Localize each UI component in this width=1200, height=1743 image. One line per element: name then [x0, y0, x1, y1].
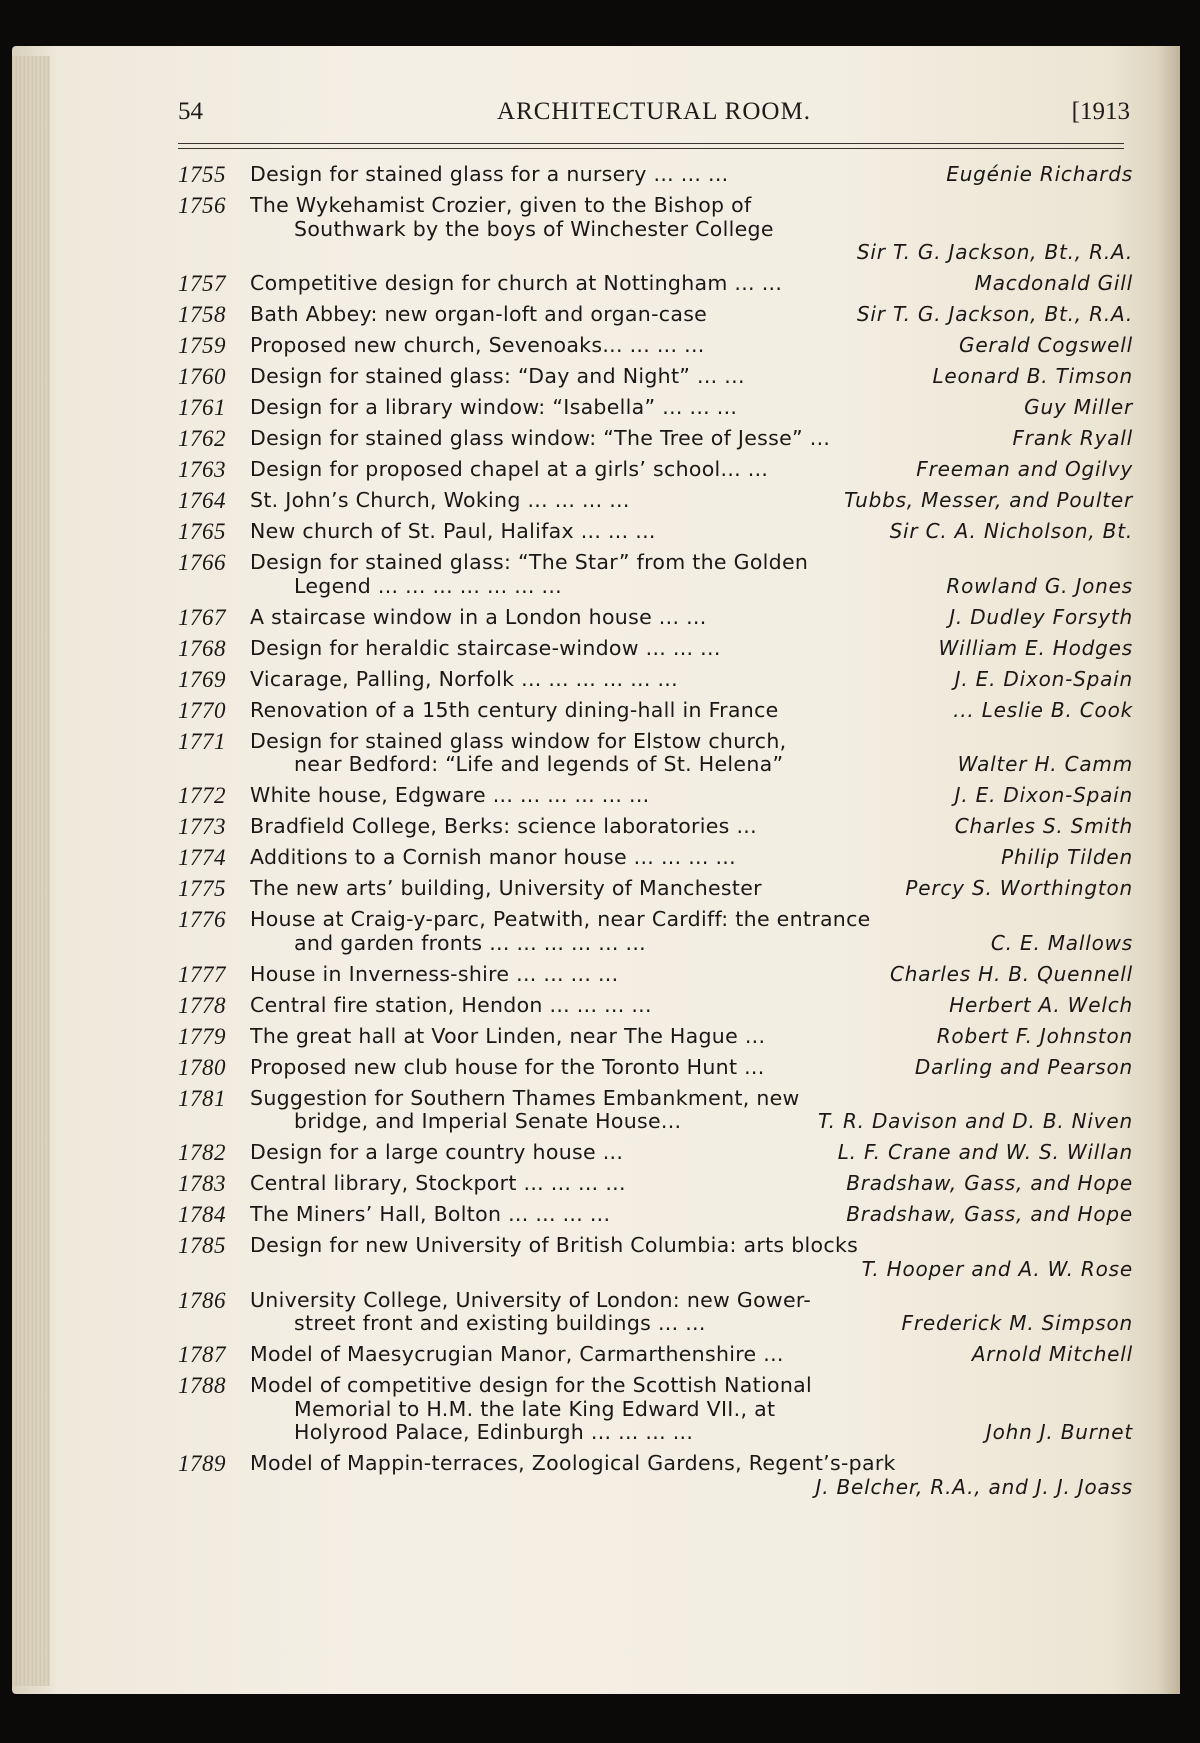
entry-body: [250, 458, 1133, 482]
entry-body: [250, 1087, 1133, 1134]
entry-author: Gerald Cogswell: [959, 333, 1133, 357]
entry-number: 1763: [178, 457, 226, 482]
entry-body: [250, 815, 1133, 839]
entry-line: [250, 1110, 1133, 1134]
entry-number: 1771: [178, 728, 226, 754]
entry-line: [250, 1398, 1133, 1422]
entry-author: Bradshaw, Gass, and Hope: [846, 1171, 1133, 1195]
entry-line: [250, 163, 1133, 187]
entry-line: [250, 1289, 1133, 1313]
page-stack-left-edge: [12, 56, 50, 1686]
entry-body: [250, 303, 1133, 327]
entry-author: ... Leslie B. Cook: [953, 697, 1133, 722]
entry-number: 1774: [178, 845, 226, 870]
header-rule-thick: [178, 143, 1124, 144]
entry-title-text: Design for stained glass window for Elstow church,: [250, 729, 787, 753]
entry-author: Rowland G. Jones: [946, 573, 1133, 598]
entry-title-text: and garden fronts ... ... ... ... ... ...: [294, 931, 647, 955]
entry-line: [250, 427, 1133, 451]
entry-body: [250, 1203, 1133, 1227]
entry-body: [250, 1289, 1133, 1336]
entry-title-text: Legend ... ... ... ... ... ... ...: [294, 574, 562, 598]
entry-author: Sir T. G. Jackson, Bt., R.A.: [856, 240, 1133, 264]
entry-body: [250, 427, 1133, 451]
entry-line: [250, 218, 1133, 242]
entry-line: [250, 637, 1133, 661]
catalogue-entry: [178, 427, 1133, 451]
entry-number: 1758: [178, 302, 226, 327]
entry-author: Eugénie Richards: [946, 162, 1133, 186]
entry-author: Sir T. G. Jackson, Bt., R.A.: [856, 302, 1133, 326]
entry-number: 1781: [178, 1085, 226, 1111]
entry-line: [250, 520, 1133, 544]
entry-number: 1782: [178, 1140, 226, 1165]
entry-author: Sir C. A. Nicholson, Bt.: [889, 519, 1133, 543]
entry-title-text: Proposed new club house for the Toronto Hunt ...: [250, 1055, 765, 1079]
entry-line: [250, 365, 1133, 389]
entry-body: [250, 877, 1133, 901]
entry-title-text: Design for stained glass: “The Star” from the Golden: [250, 551, 809, 574]
entry-number: 1779: [178, 1023, 226, 1049]
entry-title-text: Model of Maesycrugian Manor, Carmarthenshire ...: [250, 1343, 784, 1366]
entry-author: T. R. Davison and D. B. Niven: [818, 1109, 1133, 1133]
entry-author: Bradshaw, Gass, and Hope: [846, 1202, 1133, 1226]
entry-number: 1767: [178, 604, 226, 630]
entry-body: [250, 1374, 1133, 1445]
entry-line: [250, 753, 1133, 777]
entry-title-text: Central library, Stockport ... ... ... ...: [250, 1172, 626, 1195]
catalogue-entry: [178, 458, 1133, 482]
entry-title-text: New church of St. Paul, Halifax ... ... ...: [250, 520, 656, 543]
entry-author: J. E. Dixon-Spain: [954, 783, 1133, 807]
entry-line: [250, 1172, 1133, 1196]
header-rule-thin: [178, 148, 1124, 149]
entry-title-text: House at Craig-y-parc, Peatwith, near Cardiff: the entrance: [250, 908, 871, 931]
entry-line: [250, 1141, 1133, 1165]
entry-title-text: Design for a library window: “Isabella” ... ... ...: [250, 396, 738, 419]
entry-title-text: Vicarage, Palling, Norfolk ... ... ... ... ... ...: [250, 667, 678, 691]
entry-line: [250, 784, 1133, 808]
entry-line: [250, 303, 1133, 327]
entry-body: [250, 1141, 1133, 1165]
entry-body: [250, 365, 1133, 389]
entry-title-text: The great hall at Voor Linden, near The Hague ...: [250, 1024, 766, 1048]
entry-author: Charles H. B. Quennell: [889, 961, 1133, 986]
entry-author: Guy Miller: [1024, 395, 1133, 419]
entry-line: [250, 1258, 1133, 1282]
catalogue-entry: [178, 699, 1133, 723]
catalogue-entry: [178, 272, 1133, 296]
catalogue-entry: [178, 994, 1133, 1018]
entry-author: Robert F. Johnston: [936, 1023, 1133, 1048]
entry-title-text: Model of Mappin-terraces, Zoological Gardens, Regent’s-park: [250, 1452, 896, 1475]
entry-author: Charles S. Smith: [954, 814, 1133, 838]
entry-body: [250, 272, 1133, 296]
entry-line: [250, 1087, 1133, 1111]
entry-line: [250, 1374, 1133, 1398]
entry-title-text: The Wykehamist Crozier, given to the Bishop of: [250, 194, 752, 217]
entry-line: [250, 1234, 1133, 1258]
entry-line: [250, 396, 1133, 420]
entry-number: 1757: [178, 271, 226, 296]
entry-body: [250, 520, 1133, 544]
entry-title-text: The new arts’ building, University of Manchester: [250, 877, 762, 900]
entry-title-text: bridge, and Imperial Senate House...: [294, 1110, 682, 1133]
entry-body: [250, 489, 1133, 513]
entry-body: [250, 396, 1133, 420]
entry-body: [250, 334, 1133, 358]
entry-line: [250, 334, 1133, 358]
entry-author: Darling and Pearson: [914, 1054, 1133, 1079]
entry-line: [250, 668, 1133, 692]
entry-author: Frank Ryall: [1012, 426, 1133, 450]
entry-title-text: Design for stained glass for a nursery ... ... ...: [250, 163, 729, 186]
header-year: [1913: [1071, 98, 1130, 125]
catalogue-entry: [178, 1374, 1133, 1445]
entry-number: 1777: [178, 961, 226, 987]
entry-number: 1789: [178, 1451, 226, 1476]
entry-title-text: Southwark by the boys of Winchester College: [294, 217, 774, 241]
entry-author: J. Belcher, R.A., and J. J. Joass: [815, 1474, 1133, 1499]
entry-line: [250, 272, 1133, 296]
entry-line: [250, 1312, 1133, 1336]
catalogue-entry: [178, 551, 1133, 598]
entry-line: [250, 963, 1133, 987]
entry-line: [250, 908, 1133, 932]
entry-author: J. E. Dixon-Spain: [954, 666, 1133, 691]
entry-body: [250, 194, 1133, 265]
entry-title-text: Design for new University of British Columbia: arts blocks: [250, 1234, 859, 1257]
entry-body: [250, 1056, 1133, 1080]
entry-number: 1768: [178, 635, 226, 661]
catalogue-entry: [178, 1172, 1133, 1196]
entry-title-text: near Bedford: “Life and legends of St. Helena”: [294, 753, 784, 776]
entry-number: 1786: [178, 1287, 226, 1313]
entry-line: [250, 877, 1133, 901]
catalogue-entry: [178, 396, 1133, 420]
entry-line: [250, 1343, 1133, 1367]
entry-line: [250, 1025, 1133, 1049]
entry-title-text: Design for stained glass: “Day and Night” ... ...: [250, 365, 745, 388]
entry-title-text: Holyrood Palace, Edinburgh ... ... ... ...: [294, 1421, 694, 1444]
entry-title-text: Design for stained glass window: “The Tree of Jesse” ...: [250, 427, 831, 450]
catalogue-entry: [178, 908, 1133, 955]
entry-number: 1762: [178, 426, 226, 451]
entry-body: [250, 994, 1133, 1018]
entry-author: Frederick M. Simpson: [901, 1311, 1133, 1335]
entry-body: [250, 699, 1133, 723]
entry-title-text: Model of competitive design for the Scottish National: [250, 1374, 812, 1397]
entry-number: 1765: [178, 519, 226, 544]
entry-title-text: Suggestion for Southern Thames Embankment, new: [250, 1086, 800, 1110]
entry-number: 1787: [178, 1342, 226, 1367]
entry-number: 1775: [178, 876, 226, 901]
entry-author: Herbert A. Welch: [949, 992, 1133, 1017]
entry-author: John J. Burnet: [985, 1420, 1133, 1444]
entry-line: [250, 932, 1133, 956]
page-title: ARCHITECTURAL ROOM.: [497, 98, 811, 125]
catalogue-entry: [178, 334, 1133, 358]
entry-number: 1755: [178, 162, 226, 187]
catalogue-entry-list: [178, 163, 1133, 1507]
entry-line: [250, 730, 1133, 754]
entry-body: [250, 1234, 1133, 1281]
entry-body: [250, 1025, 1133, 1049]
entry-number: 1785: [178, 1233, 226, 1258]
entry-body: [250, 1452, 1133, 1499]
catalogue-entry: [178, 1141, 1133, 1165]
entry-title-text: St. John’s Church, Woking ... ... ... ...: [250, 489, 630, 512]
entry-body: [250, 668, 1133, 692]
entry-number: 1764: [178, 488, 226, 513]
entry-line: [250, 241, 1133, 265]
entry-line: [250, 994, 1133, 1018]
catalogue-entry: [178, 1343, 1133, 1367]
page-number: 54: [178, 98, 203, 125]
entry-number: 1776: [178, 907, 226, 932]
catalogue-entry: [178, 1087, 1133, 1134]
entry-author: Leonard B. Timson: [932, 364, 1133, 388]
entry-line: [250, 194, 1133, 218]
entry-title-text: Bath Abbey: new organ-loft and organ-case: [250, 303, 708, 326]
entry-body: [250, 784, 1133, 808]
entry-title-text: Additions to a Cornish manor house ... ... ... ...: [250, 846, 736, 869]
entry-number: 1760: [178, 364, 226, 389]
entry-title-text: Proposed new church, Sevenoaks... ... ... ...: [250, 334, 705, 357]
entry-author: William E. Hodges: [938, 635, 1133, 660]
entry-number: 1761: [178, 395, 226, 420]
entry-title-text: Design for proposed chapel at a girls’ school... ...: [250, 458, 769, 481]
catalogue-entry: [178, 1289, 1133, 1336]
entry-title-text: House in Inverness-shire ... ... ... ...: [250, 962, 619, 986]
entry-body: [250, 908, 1133, 955]
entry-title-text: University College, University of London: new Gower-: [250, 1288, 812, 1312]
entry-author: Arnold Mitchell: [971, 1342, 1133, 1366]
entry-number: 1759: [178, 333, 226, 358]
catalogue-entry: [178, 877, 1133, 901]
entry-body: [250, 730, 1133, 777]
entry-number: 1780: [178, 1054, 226, 1080]
catalogue-entry: [178, 365, 1133, 389]
entry-number: 1769: [178, 666, 226, 692]
catalogue-entry: [178, 815, 1133, 839]
entry-line: [250, 1476, 1133, 1500]
running-header: [178, 98, 1130, 138]
entry-line: [250, 1056, 1133, 1080]
catalogue-entry: [178, 163, 1133, 187]
catalogue-entry: [178, 1234, 1133, 1281]
catalogue-entry: [178, 1203, 1133, 1227]
catalogue-entry: [178, 194, 1133, 265]
entry-title-text: Competitive design for church at Nottingham ... ...: [250, 272, 783, 295]
entry-title-text: Memorial to H.M. the late King Edward VII., at: [294, 1397, 776, 1421]
entry-body: [250, 1343, 1133, 1367]
entry-body: [250, 846, 1133, 870]
entry-title-text: Design for heraldic staircase-window ... ... ...: [250, 636, 721, 660]
entry-body: [250, 163, 1133, 187]
entry-author: Tubbs, Messer, and Poulter: [844, 488, 1133, 512]
entry-author: J. Dudley Forsyth: [949, 604, 1133, 629]
entry-line: [250, 1452, 1133, 1476]
entry-author: T. Hooper and A. W. Rose: [861, 1256, 1133, 1281]
entry-number: 1770: [178, 697, 226, 723]
entry-body: [250, 1172, 1133, 1196]
entry-line: [250, 489, 1133, 513]
entry-title-text: The Miners’ Hall, Bolton ... ... ... ...: [250, 1203, 611, 1226]
entry-number: 1784: [178, 1202, 226, 1227]
entry-title-text: street front and existing buildings ... ...: [294, 1312, 706, 1335]
entry-title-text: White house, Edgware ... ... ... ... ... ...: [250, 784, 650, 807]
catalogue-entry: [178, 784, 1133, 808]
catalogue-entry: [178, 637, 1133, 661]
entry-author: Freeman and Ogilvy: [916, 457, 1133, 481]
entry-line: [250, 846, 1133, 870]
entry-title-text: Design for a large country house ...: [250, 1141, 624, 1164]
entry-title-text: Central fire station, Hendon ... ... ... ...: [250, 993, 652, 1017]
entry-line: [250, 815, 1133, 839]
entry-title-text: Renovation of a 15th century dining-hall in France: [250, 698, 779, 722]
entry-line: [250, 606, 1133, 630]
entry-author: Macdonald Gill: [974, 271, 1133, 295]
entry-line: [250, 1203, 1133, 1227]
entry-author: Philip Tilden: [1001, 845, 1133, 869]
catalogue-entry: [178, 730, 1133, 777]
entry-author: Percy S. Worthington: [905, 876, 1133, 900]
entry-author: Walter H. Camm: [957, 752, 1133, 776]
entry-title-text: A staircase window in a London house ... ...: [250, 605, 707, 629]
entry-number: 1773: [178, 814, 226, 839]
entry-body: [250, 963, 1133, 987]
entry-line: [250, 458, 1133, 482]
catalogue-entry: [178, 963, 1133, 987]
entry-number: 1772: [178, 783, 226, 808]
entry-body: [250, 637, 1133, 661]
entry-line: [250, 1421, 1133, 1445]
catalogue-entry: [178, 1452, 1133, 1499]
entry-body: [250, 551, 1133, 598]
catalogue-entry: [178, 846, 1133, 870]
entry-number: 1778: [178, 992, 226, 1018]
entry-author: L. F. Crane and W. S. Willan: [837, 1140, 1133, 1164]
entry-body: [250, 606, 1133, 630]
entry-line: [250, 699, 1133, 723]
catalogue-entry: [178, 1025, 1133, 1049]
entry-title-text: Bradfield College, Berks: science laboratories ...: [250, 815, 757, 838]
catalogue-entry: [178, 489, 1133, 513]
entry-author: C. E. Mallows: [990, 930, 1133, 955]
catalogue-entry: [178, 606, 1133, 630]
catalogue-entry: [178, 303, 1133, 327]
catalogue-entry: [178, 1056, 1133, 1080]
entry-line: [250, 551, 1133, 575]
catalogue-entry: [178, 520, 1133, 544]
entry-number: 1788: [178, 1373, 226, 1398]
entry-number: 1783: [178, 1171, 226, 1196]
entry-number: 1766: [178, 550, 226, 575]
catalogue-entry: [178, 668, 1133, 692]
page-stack-right-edge: [1158, 46, 1180, 1694]
entry-number: 1756: [178, 193, 226, 218]
entry-line: [250, 575, 1133, 599]
